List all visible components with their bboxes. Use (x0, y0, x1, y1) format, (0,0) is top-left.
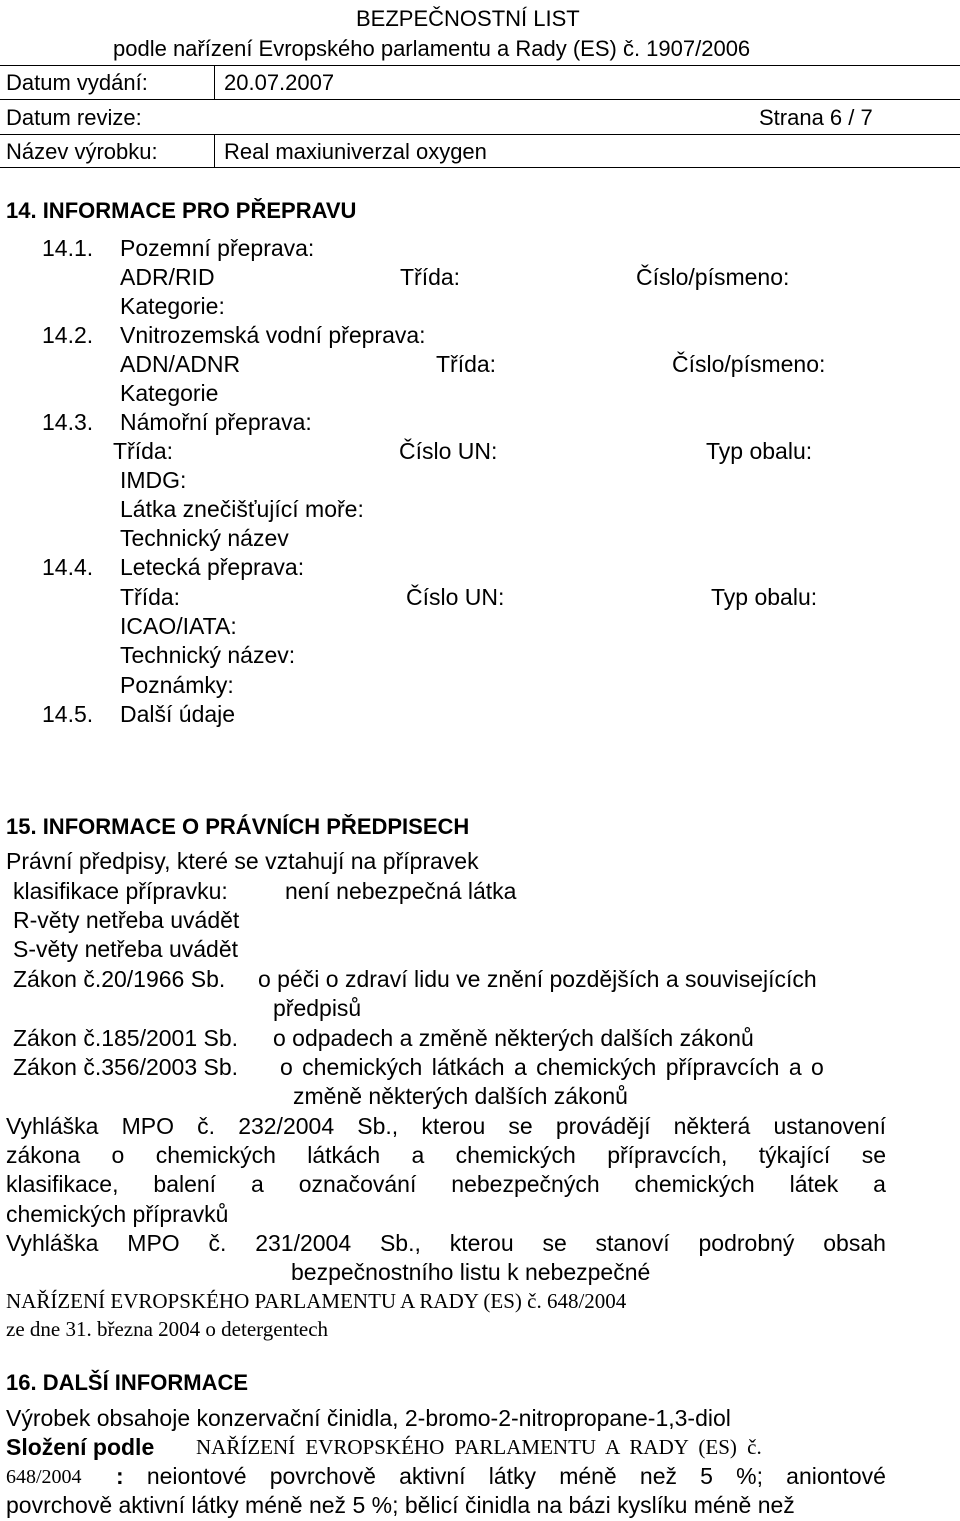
s16-regulation-number: 648/2004 (6, 1466, 82, 1488)
header-divider (214, 65, 215, 99)
section-15-heading: 15. INFORMACE O PRÁVNÍCH PŘEDPISECH (6, 814, 470, 839)
header-rule-2 (0, 99, 960, 100)
law-2-number: Zákon č.185/2001 Sb. (13, 1025, 239, 1051)
s14-2-number: 14.2. (42, 322, 94, 348)
s14-3-imdg: IMDG: (120, 467, 187, 493)
s14-3-number: 14.3. (42, 409, 94, 435)
s14-1-number: 14.1. (42, 235, 94, 261)
s14-4-un: Číslo UN: (406, 584, 505, 610)
s14-4-class: Třída: (120, 584, 181, 610)
s15-r-phrases: R-věty netřeba uvádět (13, 907, 240, 933)
s14-4-icao: ICAO/IATA: (120, 613, 237, 639)
s14-2-title: Vnitrozemská vodní přeprava: (120, 322, 426, 348)
s14-3-pollutant: Látka znečišťující moře: (120, 496, 364, 522)
eu-regulation-648: NAŘÍZENÍ EVROPSKÉHO PARLAMENTU A RADY (ES) č. 648/2004 (6, 1289, 627, 1313)
law-3-text: o chemických látkách a chemických přípravcích a o (280, 1054, 824, 1080)
decree-231-line-1: Vyhláška MPO č. 231/2004 Sb., kterou se stanoví podrobný obsah (6, 1230, 886, 1256)
header-rule-1 (0, 65, 960, 66)
s16-line-4: povrchově aktivní látky méně než 5 %; bělicí činidla na bázi kyslíku méně než (6, 1492, 795, 1518)
s14-1-class: Třída: (400, 264, 461, 290)
s14-1-code: Číslo/písmeno: (636, 264, 790, 290)
document-title: BEZPEČNOSTNÍ LIST (356, 6, 580, 31)
s14-2-adn: ADN/ADNR (120, 351, 241, 377)
law-2-text: o odpadech a změně některých dalších zákonů (273, 1025, 754, 1051)
issue-date-value: 20.07.2007 (224, 70, 335, 95)
s14-4-tech-name: Technický název: (120, 642, 296, 668)
page-number: Strana 6 / 7 (759, 105, 873, 130)
law-1-text: o péči o zdraví lidu ve znění pozdějších a souvisejících (258, 966, 817, 992)
s16-composition-label: Složení podle (6, 1434, 155, 1460)
s16-line-3: : neiontové povrchově aktivní látky méně než 5 %; aniontové (116, 1463, 886, 1489)
s15-classification-value: není nebezpečná látka (285, 878, 517, 904)
product-name-label: Název výrobku: (6, 139, 158, 164)
s14-4-number: 14.4. (42, 554, 94, 580)
s15-s-phrases: S-věty netřeba uvádět (13, 936, 239, 962)
product-name-value: Real maxiuniverzal oxygen (224, 139, 487, 164)
s14-4-package: Typ obalu: (711, 584, 818, 610)
s14-5-title: Další údaje (120, 701, 236, 727)
law-1-number: Zákon č.20/1966 Sb. (13, 966, 226, 992)
decree-232-line-4: chemických přípravků (6, 1201, 229, 1227)
s16-line-1: Výrobek obsahoje konzervační činidla, 2-bromo-2-nitropropane-1,3-diol (6, 1405, 731, 1431)
s14-4-notes: Poznámky: (120, 672, 234, 698)
s14-2-class: Třída: (436, 351, 497, 377)
s14-3-title: Námořní přeprava: (120, 409, 312, 435)
eu-regulation-date: ze dne 31. března 2004 o detergentech (6, 1317, 329, 1341)
law-3-number: Zákon č.356/2003 Sb. (13, 1054, 239, 1080)
section-16-heading: 16. DALŠÍ INFORMACE (6, 1370, 249, 1395)
issue-date-label: Datum vydání: (6, 70, 148, 95)
s14-1-title: Pozemní přeprava: (120, 235, 315, 261)
regulation-line: podle nařízení Evropského parlamentu a Rady (ES) č. 1907/2006 (113, 36, 751, 61)
s14-1-adr: ADR/RID (120, 264, 215, 290)
law-1-continuation: předpisů (273, 995, 362, 1021)
s14-2-category: Kategorie (120, 380, 219, 406)
s14-3-un: Číslo UN: (399, 438, 498, 464)
s14-3-package: Typ obalu: (706, 438, 813, 464)
decree-232-line-2: zákona o chemických látkách a chemických přípravcích, týkající se (6, 1142, 886, 1168)
s14-4-title: Letecká přeprava: (120, 554, 305, 580)
decree-232-line-1: Vyhláška MPO č. 232/2004 Sb., kterou se provádějí některá ustanovení (6, 1113, 886, 1139)
s14-1-category: Kategorie: (120, 293, 225, 319)
law-3-continuation: změně některých dalších zákonů (293, 1083, 628, 1109)
decree-232-line-3: klasifikace, balení a označování nebezpečných chemických látek a (6, 1171, 886, 1197)
s15-intro: Právní předpisy, které se vztahují na přípravek (6, 848, 479, 874)
decree-231-continuation: bezpečnostního listu k nebezpečné (291, 1259, 651, 1285)
s14-3-tech-name: Technický název (120, 525, 289, 551)
s15-classification-label: klasifikace přípravku: (13, 878, 228, 904)
s14-3-class: Třída: (113, 438, 174, 464)
section-14-heading: 14. INFORMACE PRO PŘEPRAVU (6, 198, 357, 223)
header-divider-2 (214, 134, 215, 168)
s14-2-code: Číslo/písmeno: (672, 351, 826, 377)
header-rule-3 (0, 134, 960, 135)
revision-date-label: Datum revize: (6, 105, 142, 130)
s14-5-number: 14.5. (42, 701, 94, 727)
s16-composition-regulation: NAŘÍZENÍ EVROPSKÉHO PARLAMENTU A RADY (ES) č. (196, 1435, 762, 1459)
header-rule-4 (0, 167, 960, 168)
